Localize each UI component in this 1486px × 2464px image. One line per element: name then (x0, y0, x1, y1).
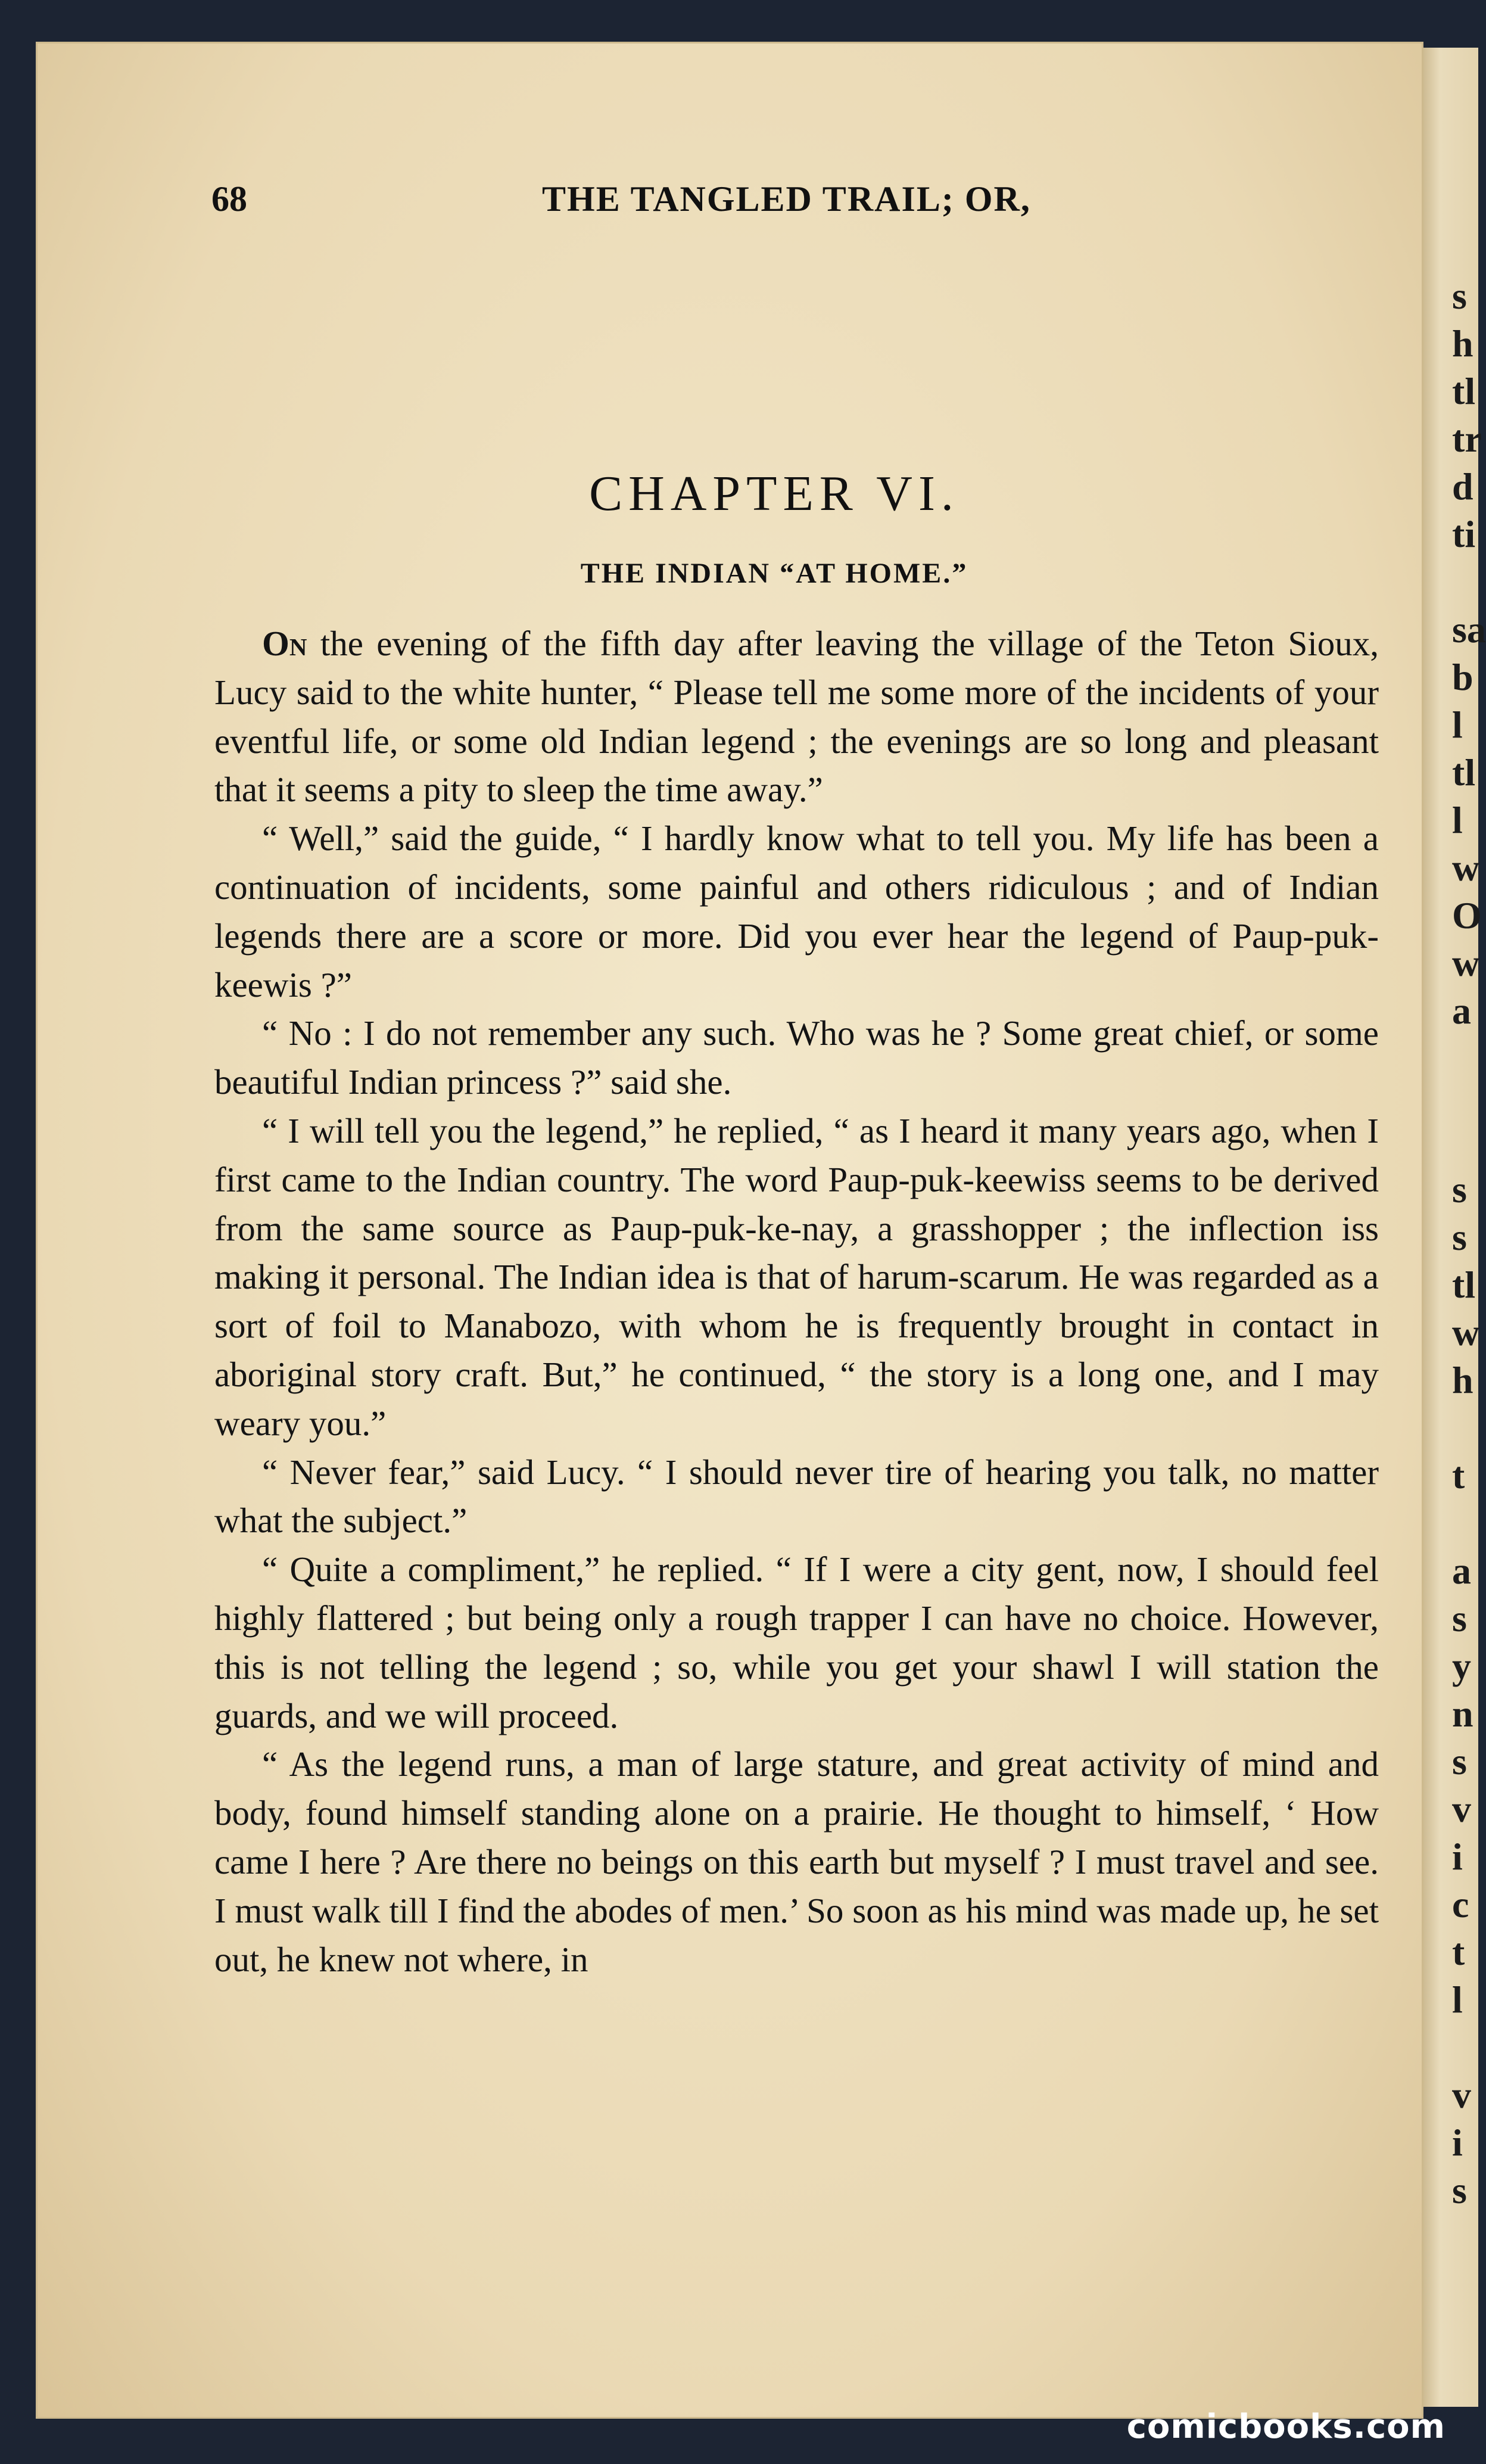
adjacent-page-fragment: w (1452, 847, 1480, 889)
adjacent-page-fragment: a (1452, 990, 1471, 1032)
paragraph (214, 1009, 1379, 1107)
paragraph-text: “ As the legend runs, a man of large stature, and great activity of mind and body, found himself standing alone on a prairie. He thought to himself, ‘ How came I here ? Are there no beings on this earth but myself ? I must travel and see. I must walk till I find the abodes of men.’ So soon as his mind was made up, he set out, he knew not where, in (214, 1744, 1379, 1979)
adjacent-page-fragment: l (1452, 1978, 1463, 2021)
paragraph-text: the evening of the fifth day after leaving the village of the Teton Sioux, Lucy said to the white hunter, “ Please tell me some more of the incidents of your eventful life, or some old Indian legend ; the evenings are so long and pleasant that it seems a pity to sleep the time away.” (214, 624, 1379, 810)
watermark-text: comicbooks.com (1126, 2407, 1445, 2446)
adjacent-page-fragment: c (1452, 1883, 1469, 1925)
paragraph-text: “ No : I do not remember any such. Who was he ? Some great chief, or some beautiful Indian princess ?” said she. (214, 1013, 1379, 1102)
chapter-title: CHAPTER VI. (589, 466, 959, 521)
adjacent-page-fragment: t (1452, 1454, 1465, 1497)
adjacent-page-fragment: s (1452, 1216, 1467, 1258)
adjacent-page-fragment: a (1452, 1550, 1471, 1592)
adjacent-page-fragment: h (1452, 322, 1473, 365)
adjacent-page-fragment: sa (1452, 608, 1486, 651)
paragraph (214, 1740, 1379, 1984)
paragraph (214, 1107, 1379, 1448)
adjacent-page-fragment: s (1452, 1168, 1467, 1211)
adjacent-page-fragment: tl (1452, 1264, 1476, 1306)
adjacent-page-fragment: d (1452, 465, 1473, 508)
paragraph (214, 1448, 1379, 1546)
adjacent-page-fragment: b (1452, 656, 1473, 698)
adjacent-page-fragment: s (1452, 2169, 1467, 2211)
adjacent-page-fragment: ti (1452, 513, 1476, 555)
running-title: THE TANGLED TRAIL; OR, (542, 179, 1031, 219)
adjacent-page-fragment: t (1452, 1931, 1465, 1973)
adjacent-page-fragment: w (1452, 942, 1480, 984)
paragraph-text: “ Never fear,” said Lucy. “ I should never tire of hearing you talk, no matter what the subject.” (214, 1452, 1379, 1541)
adjacent-page-fragment: w (1452, 1311, 1480, 1354)
paragraph (214, 814, 1379, 1009)
paragraph-text: “ I will tell you the legend,” he replied, “ as I heard it many years ago, when I first came to the Indian country. The word Paup-puk-keewiss seems to be derived from the same source as Paup-puk-ke-nay, a grasshopper ; the inflection iss making it personal. The Indian idea is that of harum-scarum. He was regarded as a sort of foil to Manabozo, with whom he is frequently brought in contact in aboriginal story craft. But,” he continued, “ the story is a long one, and I may weary you.” (214, 1110, 1379, 1443)
paragraph (214, 1545, 1379, 1740)
adjacent-page-fragment: l (1452, 704, 1463, 746)
adjacent-page-fragment: l (1452, 799, 1463, 841)
paragraph (214, 620, 1379, 814)
paragraph-lead-word: On (262, 624, 307, 663)
adjacent-page-fragment: O (1452, 894, 1482, 937)
paragraph-text: “ Quite a compliment,” he replied. “ If I were a city gent, now, I should feel highly flattered ; but being only a rough trapper I can have no choice. However, this is not telling the legend ; so, while you get your shawl I will station the guards, and we will proceed. (214, 1550, 1379, 1735)
page-number: 68 (211, 179, 247, 219)
adjacent-page-fragment: h (1452, 1359, 1473, 1401)
adjacent-page-fragment: tl (1452, 370, 1476, 412)
adjacent-page-fragment: v (1452, 1788, 1471, 1830)
adjacent-page-fragment: n (1452, 1693, 1473, 1735)
body-text (214, 620, 1379, 1984)
adjacent-page-fragment: i (1452, 2121, 1463, 2164)
paragraph-text: “ Well,” said the guide, “ I hardly know what to tell you. My life has been a continuation of incidents, some painful and others ridiculous ; and of Indian legends there are a score or more. Did you ever hear the legend of Paup-puk-keewis ?” (214, 819, 1379, 1004)
adjacent-page-fragment: y (1452, 1645, 1471, 1687)
adjacent-page-fragment: s (1452, 275, 1467, 317)
adjacent-page-fragment: i (1452, 1835, 1463, 1878)
running-header (179, 179, 1370, 232)
adjacent-page-fragment: s (1452, 1740, 1467, 1782)
adjacent-page-fragment: tr (1452, 418, 1482, 460)
adjacent-page-fragment: tl (1452, 751, 1476, 794)
adjacent-page-fragment: s (1452, 1597, 1467, 1639)
chapter-subtitle: THE INDIAN “AT HOME.” (580, 558, 968, 589)
adjacent-page-edge (1423, 48, 1486, 2407)
adjacent-page-fragment: v (1452, 2074, 1471, 2116)
